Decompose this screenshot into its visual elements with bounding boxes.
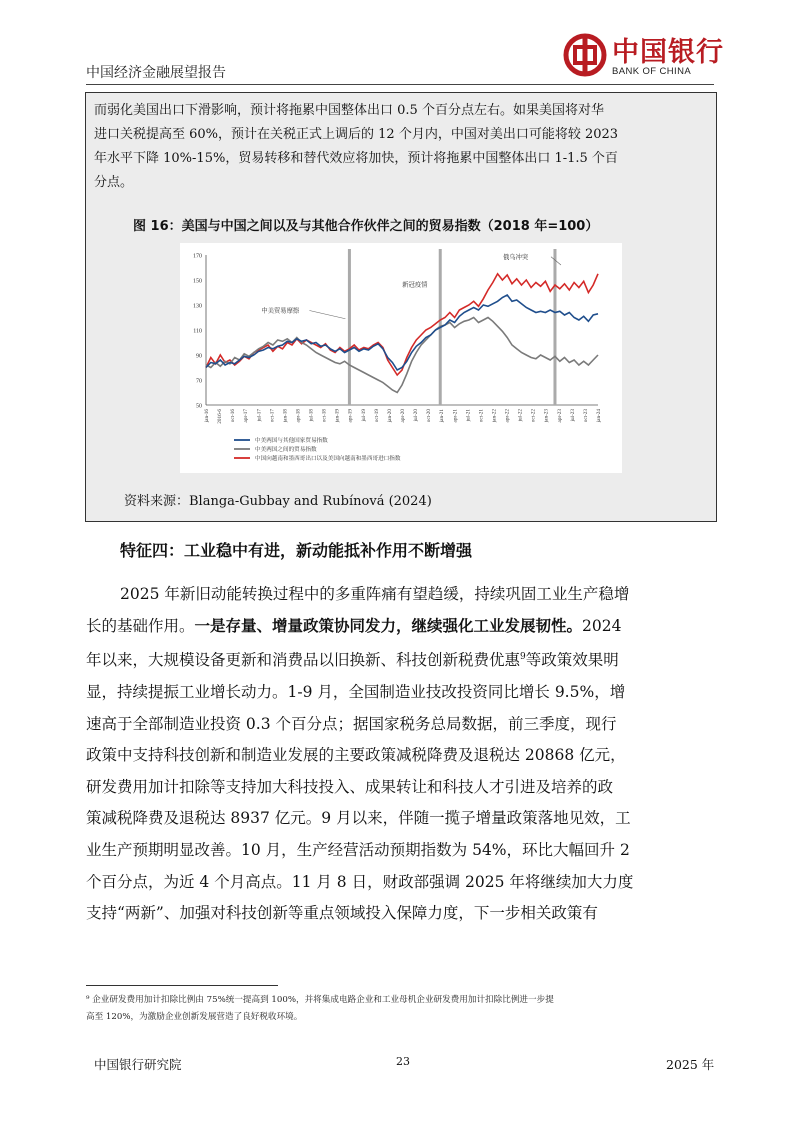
footnote-line: 高至 120%，为激励企业创新发展营造了良好税收环境。 [86,1012,303,1022]
y-tick-label: 110 [193,328,202,335]
x-tick-label: jan-24 [596,409,602,423]
x-tick-label: oct-17 [269,409,276,423]
trade-index-chart [180,243,622,473]
x-tick-label: jul-19 [360,409,367,422]
series-line [206,318,598,393]
body-line: 策减税降费及退税达 8937 亿元。9 月以来，伴随一揽子增量政策落地见效，工 [86,809,631,828]
x-tick-label: apr-17 [243,409,250,423]
x-tick-label: jan-21 [439,409,446,423]
x-tick-label: jan-20 [386,409,393,423]
legend-label: 中美两国之间的贸易指数 [255,447,317,453]
page-number: 23 [396,1055,410,1068]
body-line: 速高于全部制造业投资 0.3 个百分点；据国家税务总局数据，前三季度，现行 [86,714,617,733]
body-text: 年以来，大规模设备更新和消费品以旧换新、科技创新税费优惠 [86,651,521,670]
body-text: 长的基础作用。 [86,616,195,635]
body-emphasis: 一是存量、增量政策协同发力，继续强化工业发展韧性。 [194,616,583,635]
y-tick-label: 150 [193,278,202,285]
annotation-label: 俄乌冲突 [502,253,529,261]
body-line: 业生产预期明显改善。10 月，生产经营活动预期指数为 54%，环比大幅回升 2 [86,840,630,859]
series-line [206,274,598,375]
body-line: 显，持续提振工业增长动力。1-9 月，全国制造业技改投资同比增长 9.5%，增 [86,682,626,701]
bank-logo [560,28,724,84]
logo-chinese-text: 中国银行 [612,37,724,68]
x-tick-label: oct-22 [530,409,537,423]
box-line: 而弱化美国出口下滑影响，预计将拖累中国整体出口 0.5 个百分点左右。如果美国将对华 [94,103,604,118]
annotation-label: 新冠疫情 [402,281,428,289]
footnote-line: ⁹ 企业研发费用加计扣除比例由 75%统一提高到 100%，并将集成电路企业和工业母机企业研发费用加计扣除比例进一步提 [86,995,554,1005]
box-line: 分点。 [94,175,134,190]
section-heading: 特征四：工业稳中有进，新动能抵补作用不断增强 [120,541,473,560]
legend-label: 中美两国与其他国家贸易指数 [255,438,328,444]
x-tick-label: 2016-6 [217,409,224,424]
body-line: 个百分点，为近 4 个月高点。11 月 8 日，财政部强调 2025 年将继续加大力度 [86,872,634,891]
chart-container [180,243,622,473]
x-tick-label: apr-21 [452,409,459,423]
x-tick-label: jul-17 [256,409,263,422]
boc-emblem-icon [562,32,608,78]
legend-label: 中国向越南和墨西哥出口以及美国向越南和墨西哥进口指数 [255,456,401,462]
x-tick-label: apr-22 [504,409,511,423]
y-tick-label: 90 [196,353,202,360]
figure-title: 图 16：美国与中国之间以及与其他合作伙伴之间的贸易指数（2018 年=100） [133,219,599,234]
x-tick-label: jan-23 [543,409,550,423]
series-line [206,295,598,370]
figure-source: 资料来源：Blanga-Gubbay and Rubínová (2024) [124,494,432,509]
x-tick-label: oct-19 [373,409,380,423]
body-line: 研发费用加计扣除等支持加大科技投入、成果转让和科技人才引进及培养的政 [86,777,614,796]
y-tick-label: 170 [193,253,202,260]
x-tick-label: oct-18 [321,409,328,423]
body-line [86,642,718,677]
footer-institute: 中国银行研究院 [94,1057,182,1072]
footnote [86,992,718,1026]
x-tick-label: apr-18 [295,409,302,423]
x-tick-label: jan-19 [334,409,341,423]
box-paragraph [94,99,709,195]
body-line: 2025 年新旧动能转换过程中的多重阵痛有望趋缓，持续巩固工业生产稳增 [120,585,630,603]
box-line: 进口关税提高至 60%，预计在关税正式上调后的 12 个月内，中国对美出口可能将较 2023 [94,127,619,142]
annotation-label: 中美贸易摩擦 [261,307,300,315]
body-text: 2024 [582,616,622,635]
x-tick-label: jul-21 [465,409,472,422]
box-line: 年水平下降 10%-15%，贸易转移和替代效应将加快，预计将拖累中国整体出口 1-1.5 个百 [94,151,618,166]
x-tick-label: apr-20 [400,409,406,423]
x-tick-label: oct-21 [478,409,485,423]
logo-english-text: BANK OF CHINA [612,66,692,77]
x-tick-label: jan-22 [491,409,498,423]
header-rule [86,84,714,85]
annotation-arrow [309,311,345,319]
body-line: 支持“两新”、加强对科技创新等重点领域投入保障力度，下一步相关政策有 [86,904,598,923]
text-box [85,92,717,522]
x-tick-label: jul-23 [569,409,576,422]
y-tick-label: 130 [193,303,202,310]
x-tick-label: jul-18 [308,409,315,422]
x-tick-label: oct-20 [426,409,433,423]
x-tick-label: jul-22 [517,409,524,422]
x-tick-label: oct-16 [230,409,237,423]
body-line: 政策中支持科技创新和制造业发展的主要政策减税降费及退税达 20868 亿元， [86,746,626,765]
footnote-ref: 9 [520,652,526,663]
x-tick-label: apr-19 [347,409,354,423]
y-tick-label: 70 [196,378,202,385]
footnote-rule [86,985,278,986]
x-tick-label: apr-23 [556,409,563,423]
body-text: 等政策效果明 [525,651,619,670]
report-title: 中国经济金融展望报告 [86,65,226,81]
x-tick-label: oct-23 [582,409,589,423]
x-tick-label: jul-20 [413,409,420,422]
y-tick-label: 50 [196,403,202,410]
body-line [86,611,718,643]
footer-year: 2025 年 [666,1057,715,1072]
x-tick-label: jan-16 [204,409,210,423]
body-paragraph [86,579,718,930]
x-tick-label: jan-18 [282,409,289,423]
